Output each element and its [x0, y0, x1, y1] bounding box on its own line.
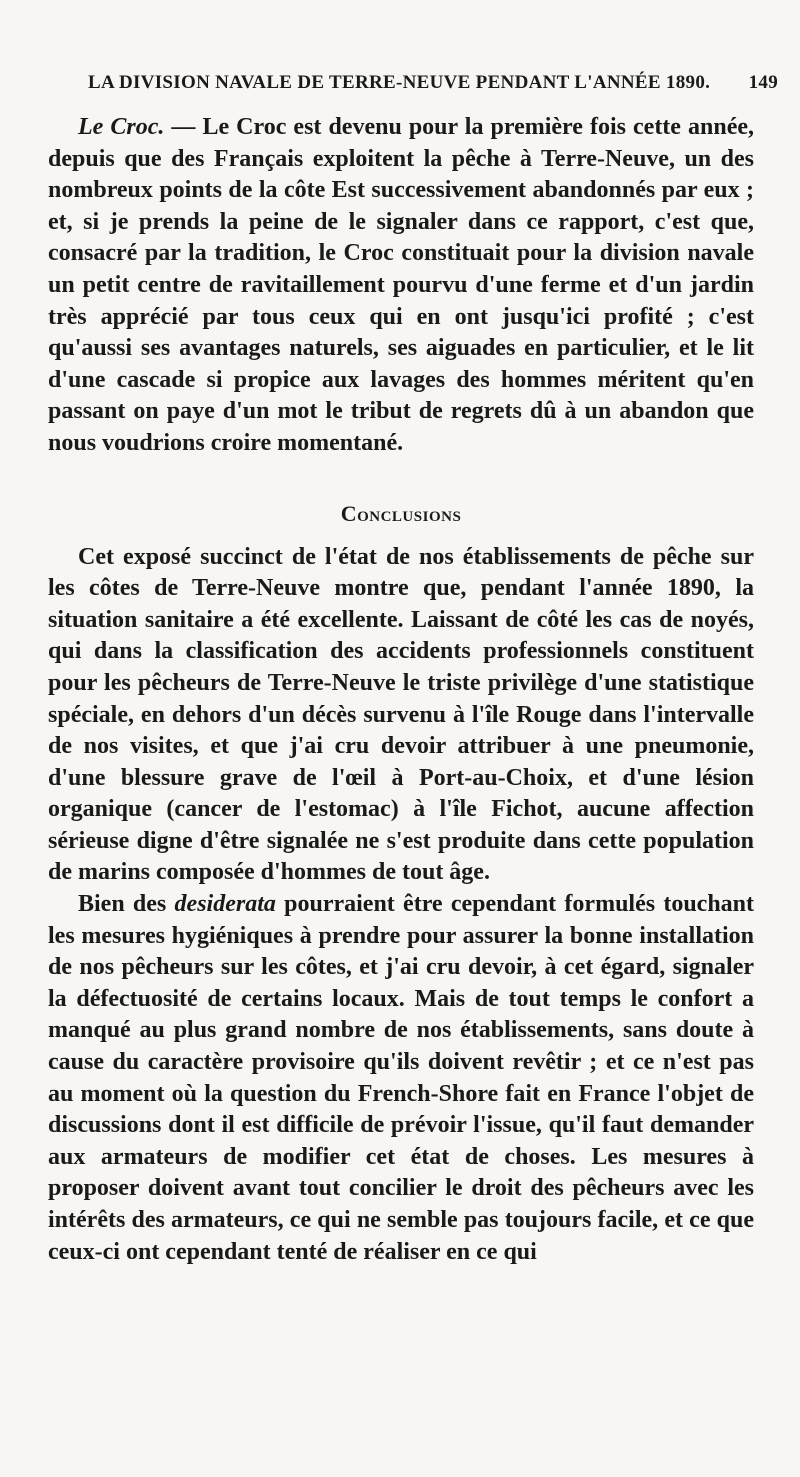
paragraph-conclusions-2 — [48, 889, 754, 1268]
header-title: LA DIVISION NAVALE DE TERRE-NEUVE PENDANT L'ANNÉE 1890. — [88, 72, 711, 93]
paragraph-2-italic: desiderata — [174, 891, 276, 918]
paragraph-conclusions-1: Cet exposé succinct de l'état de nos établissements de pêche sur les côtes de Terre-Neuve montre que, pendant l'année 1890, la situation sanitaire a été excellente. Laissant de côté les cas de noyés, qui dans la classification des accidents professionnels constituent pour les pêcheurs de Terre-Neuve le triste privilège d'une statistique spéciale, en dehors d'un décès survenu à l'île Rouge dans l'intervalle de nos visites, et que j'ai cru devoir attribuer à une pneumonie, d'une blessure grave de l'œil à Port-au-Choix, et d'une lésion organique (cancer de l'estomac) à l'île Fichot, aucune affection sérieuse digne d'être signalée ne s'est produite dans cette population de marins composée d'hommes de tout âge. — [48, 543, 754, 886]
running-header — [88, 72, 778, 94]
page-body — [48, 112, 754, 1268]
paragraph-2-rest: pourraient être cependant formulés touchant les mesures hygiéniques à prendre pour assurer la bonne installation de nos pêcheurs sur les côtes, et j'ai cru devoir, à cet égard, signaler la défectuosité de certains locaux. Mais de tout temps le confort a manqué au plus grand nombre de nos établissements, sans doute à cause du caractère provisoire qu'ils doivent revêtir ; et ce n'est pas au moment où la question du French-Shore fait en France l'objet de discussions dont il est difficile de prévoir l'issue, qu'il faut demander aux armateurs de modifier cet état de choses. Les mesures à proposer doivent avant tout concilier le droit des pêcheurs avec les intérêts des armateurs, ce qui ne semble pas toujours facile, et ce que ceux-ci ont cependant tenté de réaliser en ce qui — [48, 891, 755, 1265]
paragraph-2-start: Bien des — [78, 891, 175, 918]
paragraph-le-croc — [48, 112, 754, 460]
paragraph-le-croc-text: — Le Croc est devenu pour la première fois cette année, depuis que des Français exploitent la pêche à Terre-Neuve, un des nombreux points de la côte Est successivement abandonnés par eux ; et, si je prends la peine de le signaler dans ce rapport, c'est que, consacré par la tradition, le Croc constituait pour la division navale un petit centre de ravitaillement pourvu d'une ferme et d'un jardin très apprécié par tous ceux qui en ont jusqu'ici profité ; c'est qu'aussi ses avantages naturels, ses aiguades en particulier, et le lit d'une cascade si propice aux lavages des hommes méritent qu'en passant on paye d'un mot le tribut de regrets dû à un abandon que nous voudrions croire momentané. — [48, 114, 754, 456]
section-heading-conclusions: Conclusions — [340, 500, 462, 526]
page-number: 149 — [748, 72, 778, 93]
section-label-le-croc: Le Croc. — [78, 114, 165, 140]
